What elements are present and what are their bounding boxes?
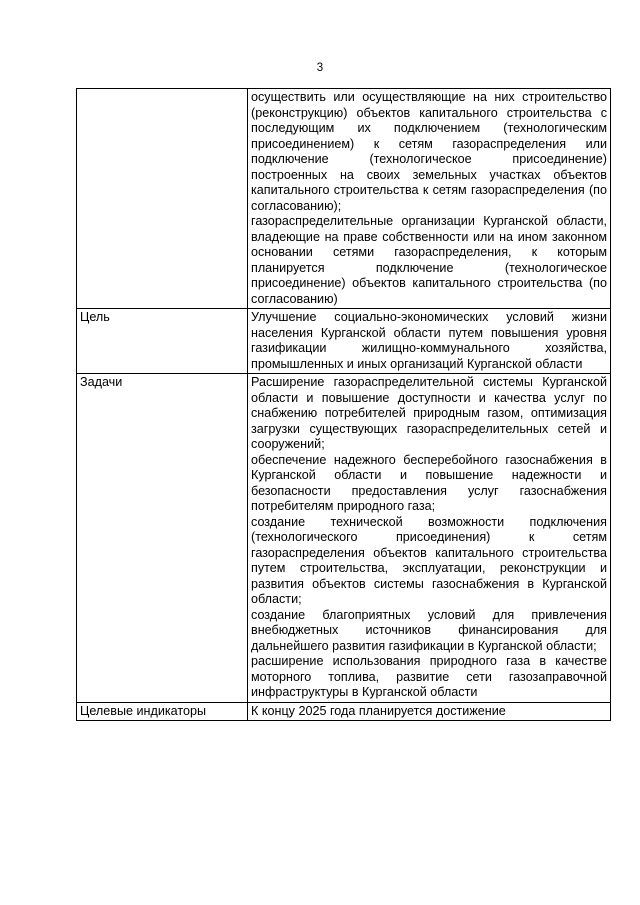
table-row [77, 702, 611, 721]
page-number: 3 [316, 62, 324, 74]
paragraph: газораспределительные организации Курганской области, владеющие на праве собственности или на ином законном основании сетями газораспределения, к которым планируется подключение (технологическое присоединение) объектов капитального строительства (по согласованию) [251, 214, 607, 306]
table-row [77, 309, 611, 374]
paragraph: Улучшение социально-экономических условий жизни населения Курганской области путем повышения уровня газификации жилищно-коммунального хозяйства, промышленных и иных организаций Курганской области [251, 310, 607, 371]
row-content [248, 374, 611, 703]
paragraph: расширение использования природного газа в качестве моторного топлива, развитие сети газозаправочной инфраструктуры в Курганской области [251, 654, 607, 699]
paragraph: создание благоприятных условий для привлечения внебюджетных источников финансирования для дальнейшего развития газификации в Курганской области; [251, 607, 607, 653]
passport-table [76, 88, 611, 721]
row-label: Задачи [77, 374, 248, 703]
row-content [248, 89, 611, 309]
table-row [77, 374, 611, 703]
paragraph: осуществить или осуществляющие на них строительство (реконструкцию) объектов капитального строительства с последующим их подключением (технологическим присоединением) к сетям газораспределения или подключение (технологическое присоединение) построенных на своих земельных участках объектов капитального строительства к сетям газораспределения (по согласованию); [251, 90, 607, 213]
row-label [77, 89, 248, 309]
row-label: Целевые индикаторы [77, 702, 248, 721]
row-content [248, 702, 611, 721]
paragraph: обеспечение надежного бесперебойного газоснабжения в Курганской области и повышение надежности и безопасности предоставления услуг газоснабжения потребителям природного газа; [251, 452, 607, 513]
table-row [77, 89, 611, 309]
paragraph: К концу 2025 года планируется достижение [251, 703, 506, 718]
row-label: Цель [77, 309, 248, 374]
paragraph: создание технической возможности подключения (технологического присоединения) к сетям газораспределения объектов капитального строительства путем строительства, эксплуатации, реконструкции и развития объектов системы газоснабжения в Курганской области; [251, 514, 607, 606]
paragraph: Расширение газораспределительной системы Курганской области и повышение доступности и качества услуг по снабжению потребителей природным газом, оптимизация загрузки существующих газораспределительных сетей и сооружений; [251, 375, 607, 451]
row-content [248, 309, 611, 374]
